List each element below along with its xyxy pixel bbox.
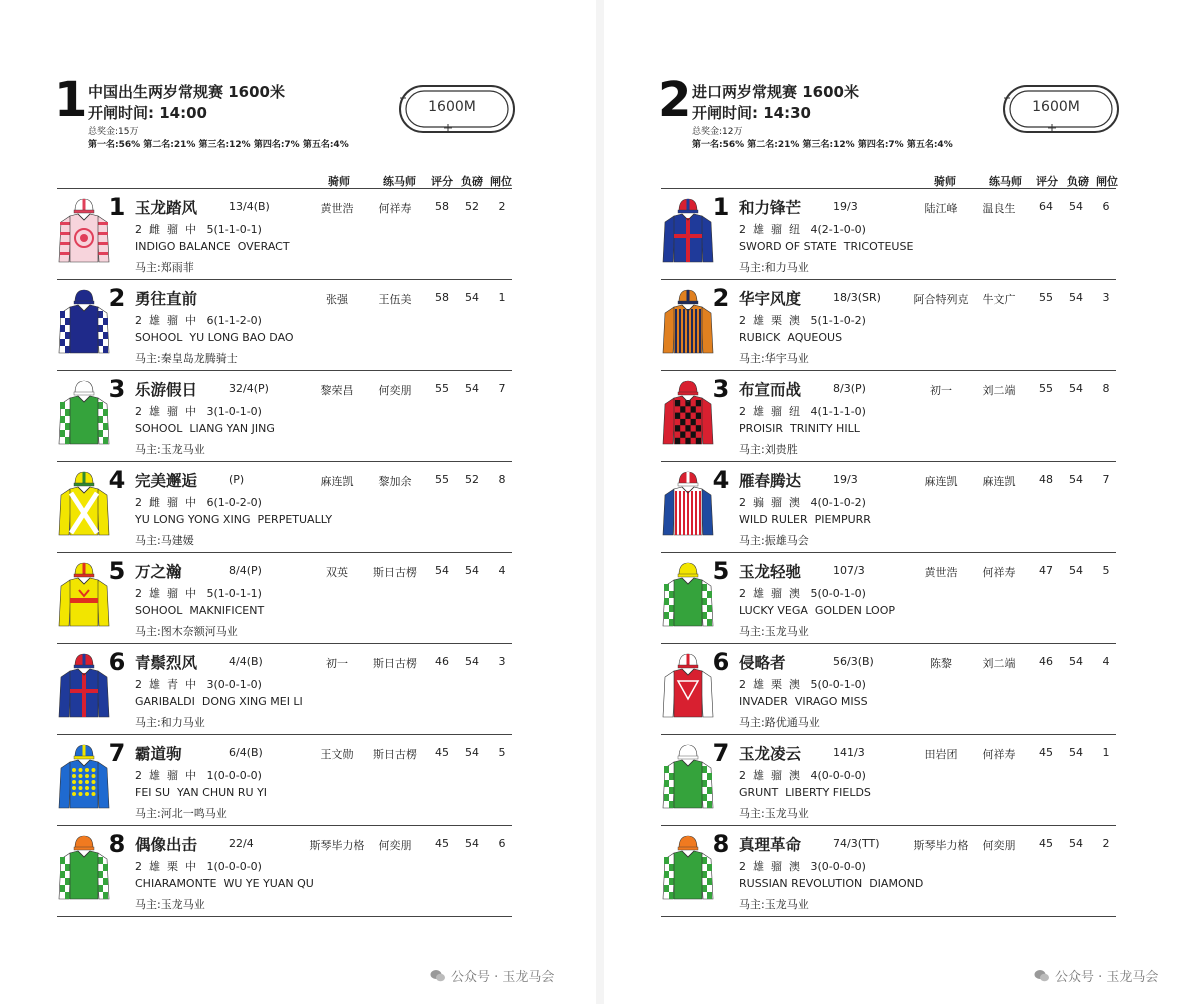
horse-info: 2 雄 骝 纽 4(1-1-1-0)	[739, 405, 866, 418]
horse-owner: 马主:郑雨菲	[135, 261, 194, 274]
watermark	[430, 966, 554, 985]
runner-list	[57, 188, 512, 917]
barrier-draw: 2	[498, 200, 506, 213]
horse-name: 勇往直前	[135, 290, 198, 308]
horse-number: 4	[108, 466, 126, 494]
horse-pedigree: INVADER VIRAGO MISS	[739, 695, 868, 708]
horse-odds: 4/4(B)	[229, 655, 263, 668]
horse-odds: 13/4(B)	[229, 200, 270, 213]
horse-pedigree: RUBICK AQUEOUS	[739, 331, 843, 344]
carried-weight: 54	[1069, 291, 1083, 304]
horse-odds: 32/4(P)	[229, 382, 269, 395]
horse-number: 3	[108, 375, 126, 403]
runner-row	[57, 552, 512, 643]
header-rating: 评分	[431, 175, 453, 188]
jockey-silks-icon	[57, 833, 111, 905]
barrier-draw: 5	[1102, 564, 1110, 577]
track-distance-label: 1600M	[428, 99, 476, 115]
carried-weight: 54	[1069, 473, 1083, 486]
watermark	[1034, 966, 1158, 985]
barrier-draw: 6	[498, 837, 506, 850]
horse-odds: 18/3(SR)	[833, 291, 881, 304]
trainer-name: 何祥寿	[982, 748, 1016, 761]
horse-pedigree: CHIARAMONTE WU YE YUAN QU	[135, 877, 314, 890]
horse-pedigree: PROISIR TRINITY HILL	[739, 422, 860, 435]
runner-row	[661, 643, 1116, 734]
horse-number: 7	[108, 739, 126, 767]
runner-row	[661, 279, 1116, 370]
horse-odds: 107/3	[833, 564, 865, 577]
horse-name: 雁春腾达	[739, 472, 802, 490]
carried-weight: 54	[1069, 564, 1083, 577]
runner-list	[661, 188, 1116, 917]
jockey-silks-icon	[661, 196, 715, 268]
header-weight: 负磅	[1067, 175, 1089, 188]
race-card-page-2	[604, 0, 1200, 1004]
jockey-silks-icon	[661, 651, 715, 723]
jockey-name: 初一	[326, 657, 348, 670]
horse-info: 2 雄 骝 中 3(1-0-1-0)	[135, 405, 262, 418]
horse-pedigree: RUSSIAN REVOLUTION DIAMOND	[739, 877, 924, 890]
trainer-name: 何奕朋	[982, 839, 1016, 852]
header-weight: 负磅	[461, 175, 483, 188]
carried-weight: 54	[1069, 746, 1083, 759]
jockey-silks-icon	[57, 560, 111, 632]
horse-info: 2 雄 骝 澳 3(0-0-0-0)	[739, 860, 866, 873]
barrier-draw: 8	[498, 473, 506, 486]
race-start-time: 开闸时间: 14:30	[692, 104, 811, 122]
horse-number: 2	[712, 284, 730, 312]
horse-info: 2 雄 骝 中 6(1-1-2-0)	[135, 314, 262, 327]
watermark-text: 公众号 · 玉龙马会	[1055, 970, 1159, 985]
carried-weight: 54	[1069, 200, 1083, 213]
horse-pedigree: WILD RULER PIEMPURR	[739, 513, 871, 526]
horse-number: 4	[712, 466, 730, 494]
horse-odds: 74/3(TT)	[833, 837, 880, 850]
horse-name: 万之瀚	[135, 563, 182, 581]
jockey-name: 双英	[326, 566, 348, 579]
trainer-name: 刘二端	[982, 384, 1016, 397]
race-card-page-1	[0, 0, 596, 1004]
header-trainer: 练马师	[989, 175, 1022, 188]
horse-pedigree: GRUNT LIBERTY FIELDS	[739, 786, 871, 799]
horse-name: 布宣而战	[739, 381, 802, 399]
jockey-name: 斯琴毕力格	[309, 839, 365, 852]
carried-weight: 54	[465, 746, 479, 759]
horse-info: 2 雄 栗 澳 5(0-0-1-0)	[739, 678, 866, 691]
horse-owner: 马主:玉龙马业	[739, 807, 809, 820]
horse-owner: 马主:华宇马业	[739, 352, 809, 365]
horse-odds: 141/3	[833, 746, 865, 759]
jockey-silks-icon	[57, 287, 111, 359]
horse-odds: 22/4	[229, 837, 254, 850]
track-diagram	[1002, 84, 1122, 136]
carried-weight: 54	[465, 564, 479, 577]
header-jockey: 骑师	[934, 175, 956, 188]
race-purse: 总奖金:12万	[692, 127, 743, 137]
horse-name: 玉龙踏风	[135, 199, 198, 217]
jockey-silks-icon	[57, 469, 111, 541]
horse-owner: 马主:玉龙马业	[739, 898, 809, 911]
horse-pedigree: GARIBALDI DONG XING MEI LI	[135, 695, 303, 708]
jockey-silks-icon	[57, 196, 111, 268]
horse-odds: 19/3	[833, 473, 858, 486]
trainer-name: 黎加余	[378, 475, 412, 488]
horse-rating: 45	[1039, 837, 1053, 850]
barrier-draw: 7	[1102, 473, 1110, 486]
horse-info: 2 雄 栗 澳 5(1-1-0-2)	[739, 314, 866, 327]
trainer-name: 牛文广	[982, 293, 1016, 306]
horse-name: 侵略者	[739, 654, 786, 672]
jockey-silks-icon	[57, 378, 111, 450]
jockey-name: 黄世浩	[320, 202, 354, 215]
horse-number: 6	[108, 648, 126, 676]
jockey-silks-icon	[661, 287, 715, 359]
runner-row	[661, 825, 1116, 917]
jockey-name: 张强	[326, 293, 348, 306]
jockey-name: 陈黎	[930, 657, 952, 670]
jockey-name: 斯琴毕力格	[913, 839, 969, 852]
jockey-silks-icon	[57, 742, 111, 814]
header-jockey: 骑师	[328, 175, 350, 188]
prize-split: 第一名:56% 第二名:21% 第三名:12% 第四名:7% 第五名:4%	[88, 140, 349, 150]
jockey-silks-icon	[661, 833, 715, 905]
carried-weight: 54	[1069, 655, 1083, 668]
runner-row	[661, 552, 1116, 643]
horse-rating: 45	[435, 837, 449, 850]
track-distance-label: 1600M	[1032, 99, 1080, 115]
carried-weight: 54	[1069, 382, 1083, 395]
jockey-name: 麻连凯	[924, 475, 958, 488]
horse-name: 乐游假日	[135, 381, 198, 399]
header-trainer: 练马师	[383, 175, 416, 188]
trainer-name: 何奕朋	[378, 384, 412, 397]
jockey-silks-icon	[661, 378, 715, 450]
jockey-name: 王文勋	[320, 748, 354, 761]
trainer-name: 温良生	[982, 202, 1016, 215]
horse-odds: 8/4(P)	[229, 564, 262, 577]
horse-owner: 马主:和力马业	[135, 716, 205, 729]
page-gutter	[596, 0, 604, 1004]
runner-row	[661, 370, 1116, 461]
runner-row	[57, 461, 512, 552]
trainer-name: 何奕朋	[378, 839, 412, 852]
trainer-name: 斯日古楞	[373, 748, 417, 761]
horse-pedigree: INDIGO BALANCE OVERACT	[135, 240, 290, 253]
horse-info: 2 雄 骝 中 1(0-0-0-0)	[135, 769, 262, 782]
barrier-draw: 6	[1102, 200, 1110, 213]
horse-odds: 6/4(B)	[229, 746, 263, 759]
horse-number: 1	[108, 193, 126, 221]
horse-name: 青鬃烈风	[135, 654, 198, 672]
trainer-name: 麻连凯	[982, 475, 1016, 488]
jockey-silks-icon	[661, 469, 715, 541]
barrier-draw: 4	[1102, 655, 1110, 668]
horse-owner: 马主:路优通马业	[739, 716, 820, 729]
horse-number: 2	[108, 284, 126, 312]
horse-odds: (P)	[229, 473, 245, 486]
wechat-icon	[1034, 969, 1050, 983]
horse-info: 2 雌 骝 中 6(1-0-2-0)	[135, 496, 262, 509]
horse-info: 2 雄 骝 中 5(1-0-1-1)	[135, 587, 262, 600]
horse-rating: 46	[1039, 655, 1053, 668]
horse-number: 5	[712, 557, 730, 585]
trainer-name: 王伍美	[378, 293, 412, 306]
horse-name: 偶像出击	[135, 836, 198, 854]
carried-weight: 54	[465, 291, 479, 304]
barrier-draw: 1	[498, 291, 506, 304]
carried-weight: 54	[465, 655, 479, 668]
horse-rating: 55	[435, 473, 449, 486]
jockey-name: 阿合特列克	[913, 293, 969, 306]
horse-rating: 64	[1039, 200, 1053, 213]
jockey-name: 陆江峰	[924, 202, 958, 215]
carried-weight: 52	[465, 473, 479, 486]
header-draw: 闸位	[490, 175, 512, 188]
horse-rating: 58	[435, 200, 449, 213]
horse-owner: 马主:河北一鸣马业	[135, 807, 227, 820]
horse-rating: 58	[435, 291, 449, 304]
horse-pedigree: SOHOOL MAKNIFICENT	[135, 604, 265, 617]
horse-odds: 19/3	[833, 200, 858, 213]
race-title: 中国出生两岁常规赛 1600米	[88, 83, 285, 101]
horse-info: 2 骟 骝 澳 4(0-1-0-2)	[739, 496, 866, 509]
horse-name: 华宇风度	[739, 290, 802, 308]
barrier-draw: 7	[498, 382, 506, 395]
runner-row	[57, 279, 512, 370]
horse-rating: 48	[1039, 473, 1053, 486]
prize-split: 第一名:56% 第二名:21% 第三名:12% 第四名:7% 第五名:4%	[692, 140, 953, 150]
horse-pedigree: YU LONG YONG XING PERPETUALLY	[135, 513, 333, 526]
horse-rating: 46	[435, 655, 449, 668]
trainer-name: 何祥寿	[378, 202, 412, 215]
barrier-draw: 1	[1102, 746, 1110, 759]
horse-name: 霸道驹	[135, 745, 182, 763]
runner-row	[57, 643, 512, 734]
horse-number: 8	[108, 830, 126, 858]
horse-owner: 马主:玉龙马业	[739, 625, 809, 638]
horse-number: 7	[712, 739, 730, 767]
race-number: 1	[54, 72, 88, 128]
horse-info: 2 雄 栗 中 1(0-0-0-0)	[135, 860, 262, 873]
watermark-text: 公众号 · 玉龙马会	[451, 970, 555, 985]
runner-row	[57, 734, 512, 825]
horse-number: 1	[712, 193, 730, 221]
runner-row	[57, 370, 512, 461]
track-diagram	[398, 84, 518, 136]
horse-info: 2 雌 骝 中 5(1-1-0-1)	[135, 223, 262, 236]
horse-owner: 马主:刘贵胜	[739, 443, 798, 456]
horse-pedigree: SOHOOL YU LONG BAO DAO	[135, 331, 294, 344]
horse-number: 6	[712, 648, 730, 676]
horse-number: 5	[108, 557, 126, 585]
horse-pedigree: LUCKY VEGA GOLDEN LOOP	[739, 604, 896, 617]
horse-odds: 56/3(B)	[833, 655, 874, 668]
trainer-name: 斯日古楞	[373, 566, 417, 579]
horse-owner: 马主:玉龙马业	[135, 443, 205, 456]
trainer-name: 刘二端	[982, 657, 1016, 670]
jockey-name: 黎荣昌	[320, 384, 354, 397]
jockey-name: 初一	[930, 384, 952, 397]
carried-weight: 54	[1069, 837, 1083, 850]
barrier-draw: 3	[1102, 291, 1110, 304]
carried-weight: 54	[465, 837, 479, 850]
barrier-draw: 2	[1102, 837, 1110, 850]
horse-rating: 45	[1039, 746, 1053, 759]
horse-name: 玉龙凌云	[739, 745, 802, 763]
runner-row	[661, 461, 1116, 552]
wechat-icon	[430, 969, 446, 983]
horse-owner: 马主:秦皇岛龙腾骑士	[135, 352, 238, 365]
race-purse: 总奖金:15万	[88, 127, 139, 137]
horse-name: 真理革命	[739, 836, 802, 854]
header-rating: 评分	[1036, 175, 1058, 188]
horse-name: 完美邂逅	[135, 472, 198, 490]
jockey-name: 田岩团	[924, 748, 958, 761]
horse-info: 2 雄 骝 纽 4(2-1-0-0)	[739, 223, 866, 236]
horse-rating: 55	[1039, 291, 1053, 304]
horse-name: 玉龙轻驰	[739, 563, 802, 581]
runner-row	[661, 188, 1116, 279]
runner-row	[57, 825, 512, 917]
horse-info: 2 雄 骝 澳 5(0-0-1-0)	[739, 587, 866, 600]
race-number: 2	[658, 72, 692, 128]
jockey-silks-icon	[661, 560, 715, 632]
barrier-draw: 3	[498, 655, 506, 668]
race-title: 进口两岁常规赛 1600米	[692, 83, 859, 101]
carried-weight: 54	[465, 382, 479, 395]
horse-rating: 55	[435, 382, 449, 395]
jockey-silks-icon	[57, 651, 111, 723]
trainer-name: 斯日古楞	[373, 657, 417, 670]
runner-row	[661, 734, 1116, 825]
horse-rating: 54	[435, 564, 449, 577]
barrier-draw: 5	[498, 746, 506, 759]
horse-name: 和力锋芒	[739, 199, 802, 217]
trainer-name: 何祥寿	[982, 566, 1016, 579]
jockey-name: 黄世浩	[924, 566, 958, 579]
horse-pedigree: SWORD OF STATE TRICOTEUSE	[739, 240, 914, 253]
barrier-draw: 4	[498, 564, 506, 577]
header-draw: 闸位	[1096, 175, 1118, 188]
horse-rating: 45	[435, 746, 449, 759]
runner-row	[57, 188, 512, 279]
horse-info: 2 雄 青 中 3(0-0-1-0)	[135, 678, 262, 691]
carried-weight: 52	[465, 200, 479, 213]
jockey-name: 麻连凯	[320, 475, 354, 488]
horse-pedigree: SOHOOL LIANG YAN JING	[135, 422, 275, 435]
jockey-silks-icon	[661, 742, 715, 814]
horse-odds: 8/3(P)	[833, 382, 866, 395]
horse-owner: 马主:振雄马会	[739, 534, 809, 547]
horse-owner: 马主:马建媛	[135, 534, 194, 547]
horse-owner: 马主:玉龙马业	[135, 898, 205, 911]
race-start-time: 开闸时间: 14:00	[88, 104, 207, 122]
horse-info: 2 雄 骝 澳 4(0-0-0-0)	[739, 769, 866, 782]
horse-rating: 47	[1039, 564, 1053, 577]
horse-owner: 马主:图木奈额河马业	[135, 625, 238, 638]
barrier-draw: 8	[1102, 382, 1110, 395]
horse-number: 3	[712, 375, 730, 403]
horse-pedigree: FEI SU YAN CHUN RU YI	[135, 786, 268, 799]
horse-number: 8	[712, 830, 730, 858]
horse-owner: 马主:和力马业	[739, 261, 809, 274]
horse-rating: 55	[1039, 382, 1053, 395]
